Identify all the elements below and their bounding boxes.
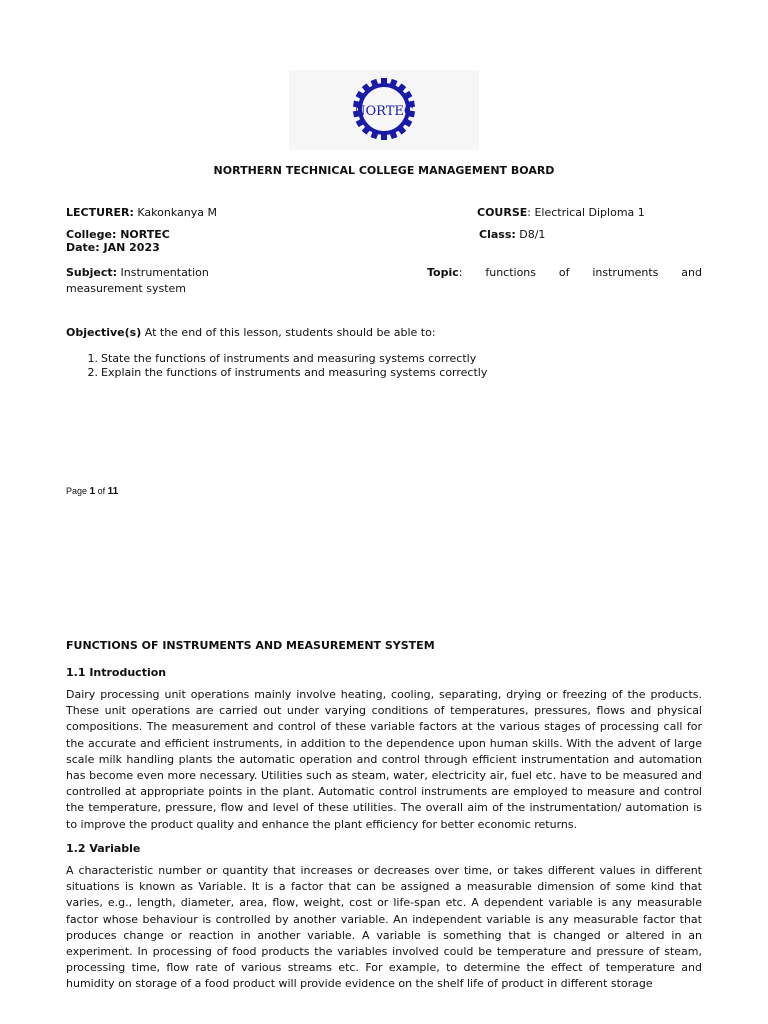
subject-value-continued: measurement system: [66, 282, 187, 295]
objectives-label: Objective(s): [66, 326, 142, 339]
topic-word: functions: [485, 266, 537, 279]
introduction-paragraph: Dairy processing unit operations mainly involve heating, cooling, separating, drying or freezing of the products. These unit operations are carried out under varying conditions of temperatures, pressures, flows and physical compositions. The measurement and control of these variable factors at the various stages of processing call for the accurate and efficient instruments, in addition to the dependence upon human skills. With the advent of large scale milk handling plants the automatic operation and control through efficient instrumentation and automation has become even more necessary. Utilities such as steam, water, electricity air, fuel etc. have to be measured and controlled at appropriate points in the plant. Automatic control instruments are employed to measure and control the temperature, pressure, flow and level of these utilities. The overall aim of the instrumentation/ automation is to improve the product quality and enhance the plant efficiency for better economic returns.: [66, 688, 702, 831]
objective-text: Explain the functions of instruments and measuring systems correctly: [101, 366, 488, 379]
objective-text: State the functions of instruments and measuring systems correctly: [101, 352, 477, 365]
topic-word: and: [681, 266, 702, 279]
page-total: 11: [107, 486, 119, 497]
of-word: of: [95, 486, 108, 496]
subject-label: Subject:: [66, 266, 118, 279]
objectives-line: [66, 326, 436, 339]
topic-word: of: [558, 266, 570, 279]
date-label: Date: JAN 2023: [66, 241, 160, 254]
class-line: [479, 228, 545, 241]
subject-value: Instrumentation: [117, 266, 209, 279]
topic-word: instruments: [592, 266, 659, 279]
objective-number: 2.: [87, 366, 98, 379]
college-label: College: NORTEC: [66, 228, 170, 241]
variable-paragraph: A characteristic number or quantity that increases or decreases over time, or takes different values in different situations is known as Variable. It is a factor that can be assigned a measurable dimension of some kind that varies, e.g., length, diameter, area, flow, weight, cost or life-span etc. A dependent variable is any measurable factor whose behaviour is controlled by another variable. An independent variable is any measurable factor that produces change or reaction in another variable. A variable is something that is changed or altered in an experiment. In processing of food products the variables involved could be temperature and pressure of steam, processing time, flow rate of various streams etc. For example, to determine the effect of temperature and humidity on storage of a food product will provide evidence on the shelf life of product in different storage: [66, 864, 702, 991]
course-label: COURSE: [477, 206, 528, 219]
objectives-intro: At the end of this lesson, students should be able to:: [141, 326, 436, 339]
page-number: 1: [89, 486, 96, 497]
logo-text: NORTEC: [354, 104, 414, 119]
section-title: FUNCTIONS OF INSTRUMENTS AND MEASUREMENT SYSTEM: [66, 639, 435, 652]
class-label: Class:: [479, 228, 516, 241]
topic-label: Topic: [427, 266, 459, 279]
lecturer-label: LECTURER:: [66, 206, 134, 219]
class-value: D8/1: [515, 228, 546, 241]
introduction-heading: 1.1 Introduction: [66, 666, 167, 679]
page-word: Page: [66, 486, 90, 496]
subject-line: [66, 266, 209, 279]
topic-line: [427, 266, 702, 279]
college-logo: [289, 70, 479, 150]
course-line: [477, 206, 645, 219]
lecturer-value: Kakonkanya M: [133, 206, 217, 219]
variable-heading: 1.2 Variable: [66, 842, 141, 855]
objective-item: [66, 352, 487, 366]
page-footer: [66, 486, 118, 497]
objective-item: [66, 366, 487, 380]
board-title: NORTHERN TECHNICAL COLLEGE MANAGEMENT BOARD: [213, 164, 555, 177]
objectives-list: [66, 352, 487, 380]
lecturer-line: [66, 206, 217, 219]
course-value: : Electrical Diploma 1: [527, 206, 645, 219]
topic-colon: :: [458, 266, 463, 279]
objective-number: 1.: [87, 352, 98, 365]
